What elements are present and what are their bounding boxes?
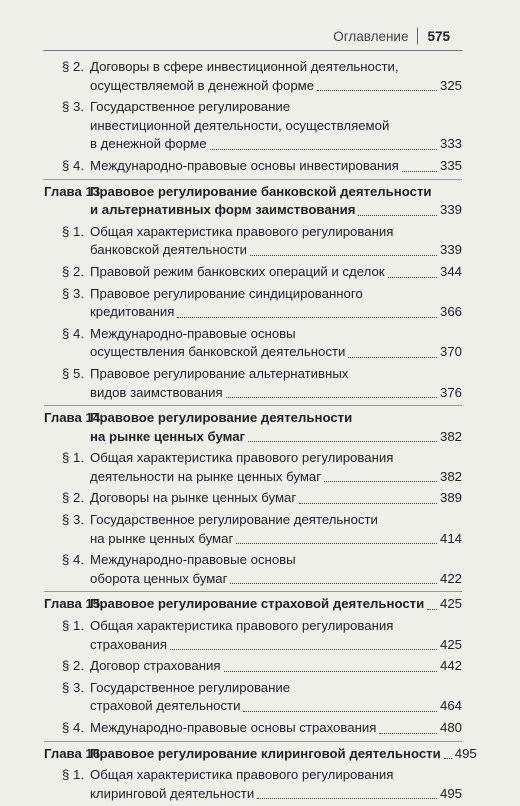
header-separator	[417, 28, 418, 44]
chapter-number: Глава 16.	[44, 745, 104, 761]
toc-section-entry[interactable]	[0, 263, 520, 282]
entry-page-number: 425	[439, 596, 462, 612]
entry-title-line: Международно-правовые основы инвестирования	[90, 157, 399, 173]
entry-title-line: Международно-правовые основы страхования	[90, 720, 377, 735]
entry-title-line: кредитования	[90, 304, 175, 320]
entry-title-line: страхования	[90, 636, 168, 652]
toc-section-entry[interactable]	[0, 365, 520, 402]
section-number: § 2.	[62, 59, 84, 74]
entry-page-number: 376	[439, 384, 462, 400]
section-number: § 1.	[62, 223, 84, 239]
entry-page-number: 495	[454, 745, 477, 761]
toc-section-entry[interactable]	[0, 657, 520, 676]
dot-leader	[317, 90, 437, 91]
entry-title-line: Общая характеристика правового регулирования	[90, 767, 394, 783]
section-number: § 3.	[62, 285, 84, 301]
section-number: § 3.	[62, 679, 84, 695]
entry-title-line: и альтернативных форм заимствования	[90, 202, 356, 218]
entry-title-line: оборота ценных бумаг	[90, 570, 228, 586]
toc-chapter-entry[interactable]	[0, 595, 520, 614]
entry-page-number: 339	[439, 242, 462, 258]
running-header	[333, 28, 450, 44]
entry-title-line: Общая характеристика правового регулирования	[90, 450, 394, 466]
entry-title-line: Общая характеристика правового регулирования	[90, 618, 394, 634]
section-number: § 5.	[62, 365, 84, 381]
entry-title-line: Государственное регулирование	[90, 99, 291, 115]
dot-leader	[248, 441, 437, 442]
header-rule	[44, 50, 462, 51]
entry-page-number: 414	[439, 530, 462, 546]
dot-leader	[427, 609, 437, 610]
toc-section-entry[interactable]	[0, 511, 520, 548]
entry-title-line: осуществляемой в денежной форме	[90, 77, 315, 93]
section-number: § 1.	[62, 618, 84, 634]
toc-section-entry[interactable]	[0, 223, 520, 260]
entry-title-line: клиринговой деятельности	[90, 785, 255, 801]
toc-section-entry[interactable]	[0, 489, 520, 508]
dot-leader	[230, 583, 437, 584]
dot-leader	[444, 758, 452, 759]
entry-title-line: инвестиционной деятельности, осуществляемой	[90, 117, 390, 133]
entry-page-number: 480	[439, 720, 462, 735]
dot-leader	[348, 357, 437, 358]
dot-leader	[299, 503, 437, 504]
entry-title-line: Международно-правовые основы	[90, 552, 296, 568]
entry-title-line: в денежной форме	[90, 136, 207, 152]
entry-title-line: на рынке ценных бумаг	[90, 428, 246, 444]
entry-page-number: 382	[439, 468, 462, 484]
chapter-number: Глава 15.	[44, 596, 104, 612]
running-header-title: Оглавление	[333, 28, 409, 44]
toc-section-entry[interactable]	[0, 157, 520, 176]
entry-title-line: Правовое регулирование альтернативных	[90, 365, 349, 381]
dot-leader	[243, 711, 437, 712]
chapter-divider	[44, 591, 462, 592]
toc-section-entry[interactable]	[0, 617, 520, 654]
toc-section-entry[interactable]	[0, 449, 520, 486]
toc-section-entry[interactable]	[0, 679, 520, 716]
entry-title-line: Договор страхования	[90, 658, 221, 674]
entry-page-number: 333	[439, 136, 462, 152]
entry-title-line: видов заимствования	[90, 384, 223, 400]
entry-title-line: Правовое регулирование страховой деятельности	[90, 596, 425, 612]
entry-title-line: Правовое регулирование синдицированного	[90, 285, 363, 301]
entry-title-line: Правовое регулирование деятельности	[90, 410, 353, 426]
dot-leader	[226, 397, 437, 398]
entry-title-line: деятельности на рынке ценных бумаг	[90, 468, 322, 484]
entry-title-line: Правовой режим банковских операций и сделок	[90, 263, 385, 279]
section-number: § 1.	[62, 450, 84, 466]
dot-leader	[177, 317, 437, 318]
entry-title-line: осуществления банковской деятельности	[90, 344, 346, 360]
entry-page-number: 425	[439, 636, 462, 652]
chapter-divider	[44, 405, 462, 406]
entry-title-line: Договоры на рынке ценных бумаг	[90, 490, 297, 506]
entry-page-number: 339	[439, 202, 462, 218]
toc-chapter-entry[interactable]	[0, 183, 520, 220]
section-number: § 1.	[62, 767, 84, 783]
dot-leader	[388, 277, 437, 278]
toc-section-entry[interactable]	[0, 285, 520, 322]
section-number: § 2.	[62, 490, 84, 506]
chapter-number: Глава 14.	[44, 410, 104, 426]
dot-leader	[210, 149, 437, 150]
running-header-page-number: 575	[427, 28, 450, 44]
entry-title-line: Правовое регулирование клиринговой деятельности	[90, 745, 441, 761]
toc-section-entry[interactable]	[0, 766, 520, 803]
entry-page-number: 422	[439, 570, 462, 586]
dot-leader	[224, 671, 437, 672]
dot-leader	[250, 255, 437, 256]
entry-title-line: на рынке ценных бумаг	[90, 530, 234, 546]
toc-chapter-entry[interactable]	[0, 745, 520, 764]
entry-title-line: Правовое регулирование банковской деятельности	[90, 183, 432, 199]
section-number: § 4.	[62, 552, 84, 568]
table-of-contents	[0, 58, 520, 806]
dot-leader	[257, 798, 437, 799]
entry-page-number: 464	[439, 698, 462, 714]
toc-section-entry[interactable]	[0, 719, 520, 738]
toc-section-entry[interactable]	[0, 58, 520, 95]
entry-page-number: 370	[439, 344, 462, 360]
toc-section-entry[interactable]	[0, 325, 520, 362]
section-number: § 2.	[62, 263, 84, 279]
chapter-divider	[44, 179, 462, 180]
entry-title-line: Международно-правовые основы	[90, 325, 296, 341]
dot-leader	[358, 215, 437, 216]
section-number: § 2.	[62, 658, 84, 674]
entry-page-number: 335	[439, 157, 462, 173]
entry-title-line: Общая характеристика правового регулирования	[90, 223, 394, 239]
entry-page-number: 344	[439, 263, 462, 279]
entry-page-number: 442	[439, 658, 462, 674]
dot-leader	[379, 733, 437, 734]
toc-section-entry[interactable]	[0, 98, 520, 154]
entry-title-line: Государственное регулирование деятельности	[90, 512, 378, 528]
section-number: § 4.	[62, 325, 84, 341]
toc-section-entry[interactable]	[0, 551, 520, 588]
entry-page-number: 389	[439, 490, 462, 506]
entry-title-line: банковской деятельности	[90, 242, 247, 258]
entry-title-line: страховой деятельности	[90, 698, 241, 714]
dot-leader	[402, 171, 437, 172]
chapter-divider	[44, 741, 462, 742]
section-number: § 3.	[62, 512, 84, 528]
entry-page-number: 495	[439, 785, 462, 801]
dot-leader	[324, 481, 437, 482]
entry-page-number: 366	[439, 304, 462, 320]
section-number: § 4.	[62, 157, 84, 173]
section-number: § 4.	[62, 720, 84, 735]
chapter-number: Глава 13.	[44, 183, 104, 199]
entry-title-line: Государственное регулирование	[90, 679, 291, 695]
toc-chapter-entry[interactable]	[0, 409, 520, 446]
dot-leader	[170, 649, 437, 650]
entry-title-line: Договоры в сфере инвестиционной деятельности,	[90, 59, 399, 74]
dot-leader	[236, 543, 437, 544]
section-number: § 3.	[62, 99, 84, 115]
entry-page-number: 325	[439, 77, 462, 93]
entry-page-number: 382	[439, 428, 462, 444]
